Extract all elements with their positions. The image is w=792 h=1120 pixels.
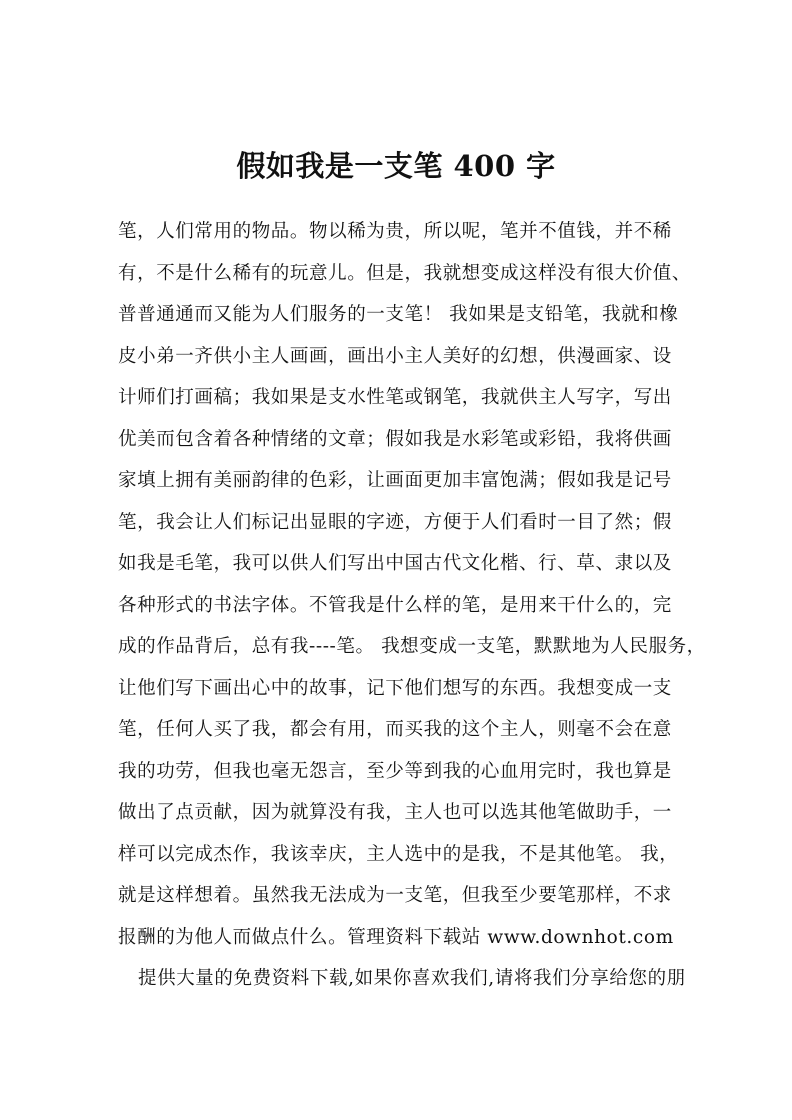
text-line: 报酬的为他人而做点什么。管理资料下载站 www.downhot.com xyxy=(118,926,674,948)
text-line: 家填上拥有美丽韵律的色彩，让画面更加丰富饱满；假如我是记号 xyxy=(118,470,672,491)
text-line: 成的作品背后，总有我----笔。 我想变成一支笔，默默地为人民服务， xyxy=(118,636,706,657)
text-line: 笔，我会让人们标记出显眼的字迹，方便于人们看时一目了然；假 xyxy=(118,511,672,533)
text-line: 笔，人们常用的物品。物以稀为贵，所以呢，笔并不值钱，并不稀 xyxy=(118,221,672,242)
text-line: 各种形式的书法字体。不管我是什么样的笔，是用来干什么的，完 xyxy=(118,594,672,616)
text-line: 样可以完成杰作，我该幸庆，主人选中的是我，不是其他笔。 我， xyxy=(118,843,679,865)
text-line: 就是这样想着。虽然我无法成为一支笔，但我至少要笔那样，不求 xyxy=(118,885,672,906)
text-line: 笔，任何人买了我，都会有用，而买我的这个主人，则毫不会在意 xyxy=(118,719,672,740)
text-line: 普普通通而又能为人们服务的一支笔！ 我如果是支铅笔，我就和橡 xyxy=(118,304,679,325)
text-line: 让他们写下画出心中的故事，记下他们想写的东西。我想变成一支 xyxy=(118,677,672,699)
text-line: 做出了点贡献，因为就算没有我，主人也可以选其他笔做助手，一 xyxy=(118,802,672,823)
text-line: 如我是毛笔，我可以供人们写出中国古代文化楷、行、草、隶以及 xyxy=(118,553,672,574)
text-line: 优美而包含着各种情绪的文章；假如我是水彩笔或彩铅，我将供画 xyxy=(118,428,672,450)
text-line: 我的功劳，但我也毫无怨言，至少等到我的心血用完时，我也算是 xyxy=(118,760,672,782)
page-title: 假如我是一支笔 400 字 xyxy=(236,149,556,183)
text-line: 提供大量的免费资料下载,如果你喜欢我们,请将我们分享给您的朋 xyxy=(138,968,686,989)
text-line: 有，不是什么稀有的玩意儿。但是，我就想变成这样没有很大价值、 xyxy=(118,262,692,284)
body-text xyxy=(118,218,718,1007)
text-line: 计师们打画稿；我如果是支水性笔或钢笔，我就供主人写字，写出 xyxy=(118,387,672,408)
text-line: 皮小弟一齐供小主人画画，画出小主人美好的幻想，供漫画家、设 xyxy=(118,345,672,367)
